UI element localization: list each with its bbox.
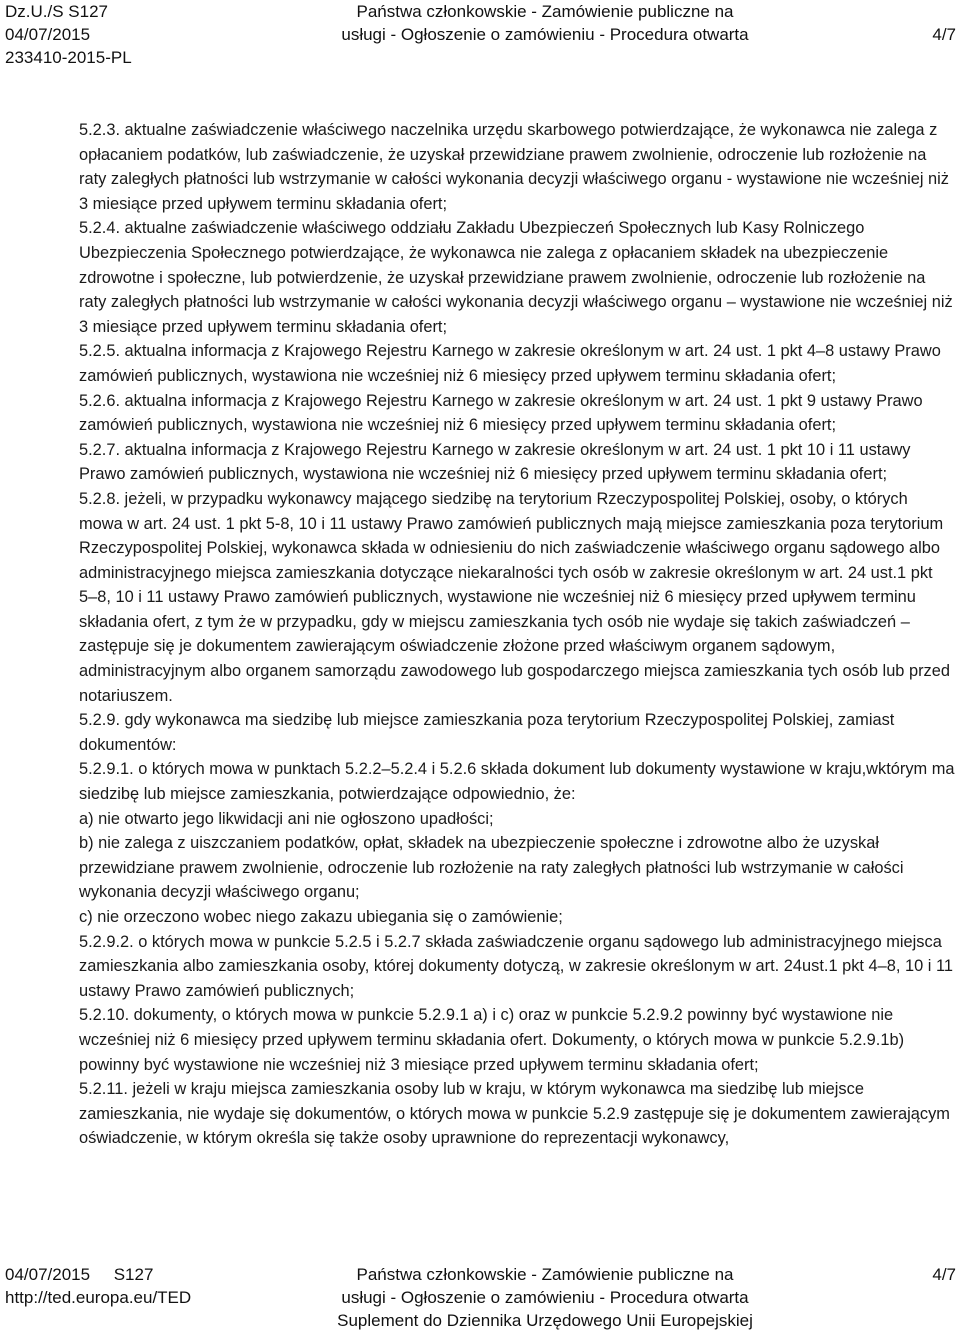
paragraph: 5.2.9.2. o których mowa w punkcie 5.2.5 i 5.2.7 składa zaświadczenie organu sądowego lub administracyjnego miejsca zamieszkania albo zamieszkania osoby, której dokumenty dotyczą, w zakresie określonym w art. 24ust.1 pkt 4–8, 10 i 11 ustawy Prawo zamówień publicznych;	[79, 932, 953, 1000]
header-date: 04/07/2015	[5, 25, 91, 44]
paragraph: c) nie orzeczono wobec niego zakazu ubiegania się o zamówienie;	[79, 908, 563, 926]
paragraph: 5.2.5. aktualna informacja z Krajowego Rejestru Karnego w zakresie określonym w art. 24 ust. 1 pkt 4–8 ustawy Prawo zamówień publicznych, wystawiona nie wcześniej niż 6 miesięcy przed upływem terminu składania ofert;	[79, 342, 941, 385]
footer-page-number	[932, 1263, 956, 1286]
paragraph: 5.2.9. gdy wykonawca ma siedzibę lub miejsce zamieszkania poza terytorium Rzeczypospolitej Polskiej, zamiast dokumentów:	[79, 711, 895, 754]
paragraph: 5.2.6. aktualna informacja z Krajowego Rejestru Karnego w zakresie określonym w art. 24 ust. 1 pkt 9 ustawy Prawo zamówień publicznych, wystawiona nie wcześniej niż 6 miesięcy przed upływem terminu składania ofert;	[79, 391, 923, 435]
header-title-line-2: usługi - Ogłoszenie o zamówieniu - Procedura otwarta	[341, 25, 749, 44]
footer-url: http://ted.europa.eu/TED	[5, 1288, 192, 1307]
paragraph: 5.2.4. aktualne zaświadczenie właściwego oddziału Zakładu Ubezpieczeń Społecznych lub Kasy Rolniczego Ubezpieczenia Społecznego potwierdzające, że wykonawca nie zalega z opłacaniem składek na ubezpieczenie zdrowotne i społeczne, lub potwierdzenie, że uzyskał przewidziane prawem zwolnienie, odroczenie lub rozłożenie na raty zaległych płatności lub wstrzymanie w całości wykonania decyzji właściwego organu – wystawione nie wcześniej niż 3 miesiące przed upływem terminu składania ofert;	[79, 219, 953, 336]
header-notice-id: 233410-2015-PL	[5, 48, 132, 67]
header-title-line-1: Państwa członkowskie - Zamówienie publiczne na	[356, 2, 734, 21]
footer-supplement: Suplement do Dziennika Urzędowego Unii Europejskiej	[337, 1311, 753, 1330]
header-journal-ref: Dz.U./S S127	[5, 2, 108, 21]
header-page-number	[932, 0, 956, 46]
header-meta	[5, 0, 132, 69]
footer-title-line-2: usługi - Ogłoszenie o zamówieniu - Procedura otwarta	[341, 1288, 749, 1307]
header-page-number-text: 4/7	[932, 25, 956, 44]
footer-date-series: 04/07/2015 S127	[5, 1265, 154, 1284]
paragraph: 5.2.3. aktualne zaświadczenie właściwego naczelnika urzędu skarbowego potwierdzające, że wykonawca nie zalega z opłacaniem podatków, lub zaświadczenie, że uzyskał przewidziane prawem zwolnienie, odroczenie lub rozłożenie na raty zaległych płatności lub wstrzymanie w całości wykonania decyzji właściwego organu - wystawione nie wcześniej niż 3 miesiące przed upływem terminu składania ofert;	[79, 121, 949, 213]
paragraph: 5.2.9.1. o których mowa w punktach 5.2.2–5.2.4 i 5.2.6 składa dokument lub dokumenty wystawione w kraju,wktórym ma siedzibę lub miejsce zamieszkania, potwierdzające odpowiednio, że:	[79, 760, 955, 804]
footer-meta	[5, 1263, 191, 1309]
paragraph: 5.2.7. aktualna informacja z Krajowego Rejestru Karnego w zakresie określonym w art. 24 ust. 1 pkt 10 i 11 ustawy Prawo zamówień publicznych, wystawiona nie wcześniej niż 6 miesięcy przed upływem terminu składania ofert;	[79, 440, 911, 484]
paragraph: 5.2.10. dokumenty, o których mowa w punkcie 5.2.9.1 a) i c) oraz w punkcie 5.2.9.2 powinny być wystawione nie wcześniej niż 6 miesięcy przed upływem terminu składania ofert. Dokumenty, o których mowa w punkcie 5.2.9.1b) powinny być wystawione nie wcześniej niż 3 miesiące przed upływem terminu składania ofert;	[79, 1006, 905, 1074]
footer-title	[330, 1263, 760, 1332]
paragraph: a) nie otwarto jego likwidacji ani nie ogłoszono upadłości;	[79, 809, 494, 828]
document-body	[79, 118, 955, 1151]
header-title	[330, 0, 760, 46]
footer-page-number-text: 4/7	[932, 1265, 956, 1284]
paragraph: 5.2.8. jeżeli, w przypadku wykonawcy mającego siedzibę na terytorium Rzeczypospolitej Polskiej, osoby, o których mowa w art. 24 ust. 1 pkt 5-8, 10 i 11 ustawy Prawo zamówień publicznych mają miejsce zamieszkania poza terytorium Rzeczypospolitej Polskiej, wykonawca składa w odniesieniu do nich zaświadczenie właściwego organu sądowego albo administracyjnego miejsca zamieszkania dotyczące niekaralności tych osób w zakresie określonym w art. 24 ust.1 pkt 5–8, 10 i 11 ustawy Prawo zamówień publicznych, wystawione nie wcześniej niż 6 miesięcy przed upływem terminu składania ofert, z tym że w przypadku, gdy w miejscu zamieszkania tych osób nie wydaje się takich zaświadczeń – zastępuje się je dokumentem zawierającym oświadczenie złożone przed właściwym organem sądowym, administracyjnym albo organem samorządu zawodowego lub gospodarczego miejsca zamieszkania tych osób lub przed notariuszem.	[79, 489, 950, 705]
paragraph: b) nie zalega z uiszczaniem podatków, opłat, składek na ubezpieczenie społeczne i zdrowotne albo że uzyskał przewidziane prawem zwolnienie, odroczenie lub rozłożenie na raty zaległych płatności lub wstrzymanie w całości wykonania decyzji właściwego organu;	[79, 834, 904, 902]
footer-title-line-1: Państwa członkowskie - Zamówienie publiczne na	[356, 1265, 734, 1284]
paragraph: 5.2.11. jeżeli w kraju miejsca zamieszkania osoby lub w kraju, w którym wykonawca ma siedzibę lub miejsce zamieszkania, nie wydaje się dokumentów, o których mowa w punkcie 5.2.9 zastępuje się je dokumentem zawierającym oświadczenie, w którym określa się także osoby uprawnione do reprezentacji wykonawcy,	[79, 1080, 950, 1148]
